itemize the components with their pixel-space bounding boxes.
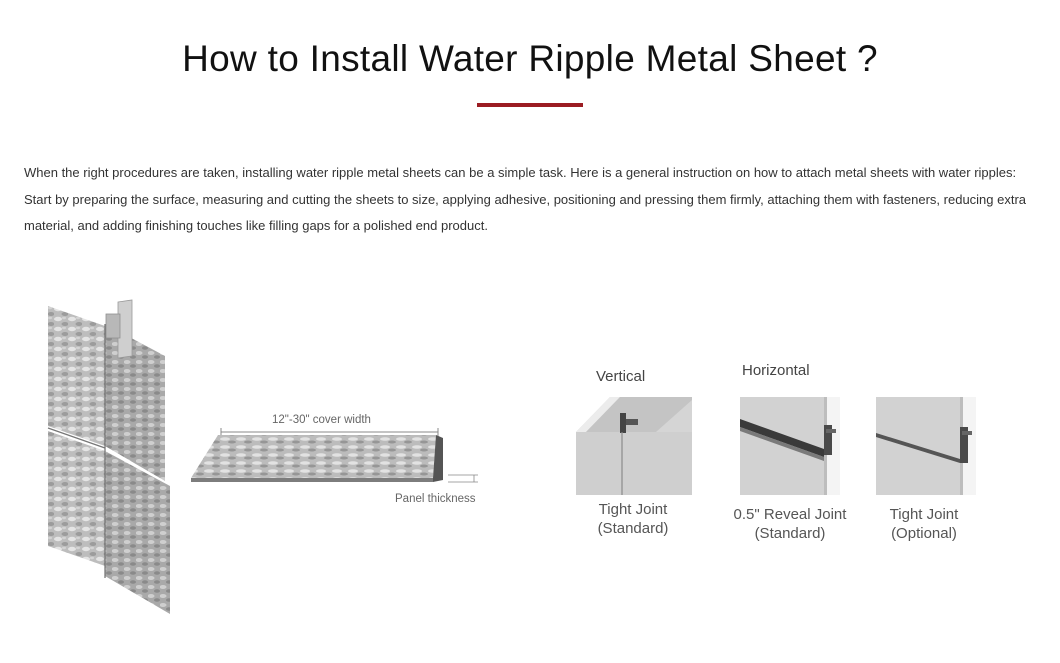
- joint-caption-reveal: [712, 505, 868, 543]
- page-title: How to Install Water Ripple Metal Sheet ?: [182, 38, 878, 79]
- horizontal-reveal-joint-illustration: [740, 397, 840, 495]
- horizontal-heading: Horizontal: [742, 362, 810, 379]
- joint-caption-vertical-tight: [560, 500, 706, 538]
- caption-line: Tight Joint: [598, 501, 668, 518]
- caption-line: (Standard): [597, 520, 669, 537]
- caption-line: (Optional): [891, 525, 957, 542]
- vertical-tight-joint-illustration: [576, 397, 692, 495]
- caption-line: 0.5" Reveal Joint: [733, 506, 847, 523]
- cover-width-label: 12"-30" cover width: [272, 414, 371, 426]
- vertical-heading: Vertical: [596, 368, 646, 385]
- caption-line: (Standard): [754, 525, 826, 542]
- intro-paragraph: When the right procedures are taken, installing water ripple metal sheets can be a simple task. Here is a general instruction on how to attach metal sheets with water ripples: Start by preparing the surface, measuring and cutting the sheets to size, applying adhesive, positioning and pressing them firmly, attaching them with fasteners, reducing extra material, and adding finishing touches like filling gaps for a polished end product.: [24, 165, 1027, 233]
- joint-caption-horizontal-tight: [856, 505, 992, 543]
- horizontal-tight-joint-illustration: [876, 397, 976, 495]
- title-underline: [477, 103, 583, 107]
- caption-line: Tight Joint: [889, 506, 959, 523]
- panel-dimension-illustration: [188, 420, 488, 500]
- panel-thickness-label: Panel thickness: [395, 493, 476, 505]
- ripple-panels-illustration: [40, 296, 180, 616]
